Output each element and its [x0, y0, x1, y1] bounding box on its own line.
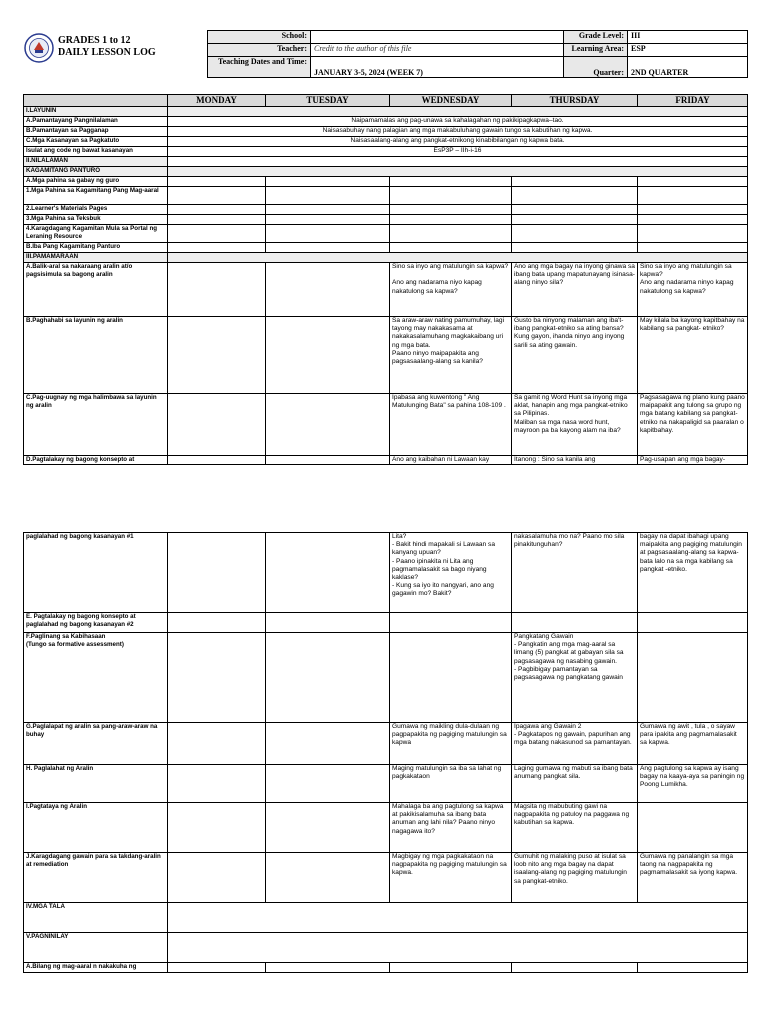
teacher-field[interactable]: Credit to the author of this file: [311, 44, 564, 57]
cell[interactable]: [168, 853, 266, 903]
cell[interactable]: [512, 963, 638, 973]
cell-nilalaman[interactable]: [168, 157, 748, 167]
row-bilang: A.Bilang ng mag-aaral n nakakuha ng: [24, 963, 168, 973]
cell[interactable]: [168, 243, 266, 253]
cell[interactable]: [390, 205, 512, 215]
cell[interactable]: [266, 613, 390, 633]
cell[interactable]: [390, 243, 512, 253]
day-header-thursday: THURSDAY: [512, 95, 638, 107]
row-pamamaraan: III.PAMAMARAAN: [24, 253, 168, 263]
cell-paglalapat-fri[interactable]: Gumawa ng awit , tula , o sayaw para ipakita ang pagmamalasakit sa kapwa.: [638, 723, 748, 765]
cell[interactable]: [168, 187, 266, 205]
cell[interactable]: [638, 215, 748, 225]
cell[interactable]: [266, 317, 390, 394]
row-pamantayan-pagganap: B.Pamantayan sa Pagganap: [24, 127, 168, 137]
row-paglinang: F.Paglinang sa Kabihasaan (Tungo sa formative assessment): [24, 633, 168, 723]
row-pagtataya: I.Pagtataya ng Aralin: [24, 803, 168, 853]
school-label: School:: [208, 31, 311, 44]
grade-level-field[interactable]: III: [628, 31, 748, 44]
cell[interactable]: [168, 215, 266, 225]
cell[interactable]: [266, 853, 390, 903]
cell-paglalahat-wed[interactable]: Maging matulungin sa iba sa lahat ng pagkakataon: [390, 765, 512, 803]
row-layunin: I.LAYUNIN: [24, 107, 168, 117]
row-teksbuk: 3.Mga Pahina sa Teksbuk: [24, 215, 168, 225]
row-balik-aral: A.Balik-aral sa nakaraang aralin at/o pagsisimula sa bagong aralin: [24, 263, 168, 317]
cell[interactable]: [266, 215, 390, 225]
cell[interactable]: [512, 243, 638, 253]
cell[interactable]: [390, 215, 512, 225]
school-field[interactable]: [311, 31, 564, 44]
cell-pagtalakay-thu[interactable]: Itanong : Sino sa kanila ang: [512, 456, 638, 465]
cell[interactable]: [390, 225, 512, 243]
cell-paglinang-thu[interactable]: Pangkatang Gawain - Pangkatin ang mga mag-aaral sa limang (5) pangkat at gabayan sila sa pagsasagawa ng nasabing gawain. - Pagbibigay pamantayan sa pagsasagawa ng pangkatang gawain: [512, 633, 638, 723]
cell-balik-thu[interactable]: Ano ang mga bagay na inyong ginawa sa ibang bata upang mapatunayang isinasa-alang ninyo sila?: [512, 263, 638, 317]
lesson-table-page1: [23, 94, 748, 465]
cell[interactable]: [266, 205, 390, 215]
cell-uugnay-wed[interactable]: Ipabasa ang kuwentong " Ang Matulunging Bata" sa pahina 108-109 .: [390, 394, 512, 456]
cell[interactable]: [390, 187, 512, 205]
cell-pamamaraan: [168, 253, 748, 263]
cell-pagninilay[interactable]: [168, 933, 748, 963]
cell-uugnay-thu[interactable]: Sa gamit ng Word Hunt sa inyong mga aklat, hanapin ang mga pangkat-etniko sa Pilipinas. Maliban sa mga nasa word hunt, mayroon pa ba kayong alam na iba?: [512, 394, 638, 456]
cell-pangnilalaman-text[interactable]: Naipamamalas ang pag-unawa sa kahalagahan ng pakikipagkapwa–tao.: [168, 117, 748, 127]
cell[interactable]: [266, 765, 390, 803]
cell[interactable]: [390, 963, 512, 973]
cell[interactable]: [512, 215, 638, 225]
cell[interactable]: [266, 963, 390, 973]
cell-kagamitan: [168, 167, 748, 177]
cell-paglalahat-thu[interactable]: Laging gumawa ng mabuti sa ibang bata anumang pangkat sila.: [512, 765, 638, 803]
cell[interactable]: [638, 613, 748, 633]
cell-paglalahad-wed[interactable]: Lita? - Bakit hindi mapakali si Lawaan sa kanyang upuan? - Paano ipinakita ni Lita ang pagmamalasakit sa bago niyang kaklase? - Kung sa iyo ito nangyari, ano ang gagawin mo? Bakit?: [390, 533, 512, 613]
row-kagamitang-pang-mag-aaral: 1.Mga Pahina sa Kagamitang Pang Mag-aaral: [24, 187, 168, 205]
grade-level-label: Grade Level:: [564, 31, 628, 44]
cell-paglalahat-fri[interactable]: Ang pagtulong sa kapwa ay isang bagay na kaaya-aya sa paningin ng Poong Lumikha.: [638, 765, 748, 803]
learning-area-field[interactable]: ESP: [628, 44, 748, 57]
cell[interactable]: [512, 187, 638, 205]
day-header-tuesday: TUESDAY: [266, 95, 390, 107]
cell[interactable]: [168, 803, 266, 853]
header-table: [207, 30, 748, 78]
cell[interactable]: [390, 633, 512, 723]
cell[interactable]: [266, 263, 390, 317]
cell-paghahabi-fri[interactable]: May kilala ba kayong kapitbahay na kabilang sa pangkat- etniko?: [638, 317, 748, 394]
cell[interactable]: [638, 963, 748, 973]
cell[interactable]: [266, 723, 390, 765]
deped-seal-icon: [24, 33, 54, 63]
cell[interactable]: [168, 963, 266, 973]
cell[interactable]: [638, 225, 748, 243]
cell-paghahabi-wed[interactable]: Sa araw-araw nating pamumuhay, lagi tayong may nakakasama at nakakasalamuhang magkakaibang uri ng mga bata. Paano ninyo maipapakita ang pagsasaalang-alang sa kanila?: [390, 317, 512, 394]
cell[interactable]: [266, 225, 390, 243]
teacher-label: Teacher:: [208, 44, 311, 57]
row-paglalapat: G.Paglalapat ng aralin sa pang-araw-araw na buhay: [24, 723, 168, 765]
dates-field[interactable]: JANUARY 3-5, 2024 (WEEK 7): [311, 57, 564, 78]
cell-uugnay-fri[interactable]: Pagsasagawa ng plano kung paano maipapakit ang tulong sa grupo ng mga batang kabilang sa pangkat-etniko na nakapaligid sa paaralan o kapitbahay.: [638, 394, 748, 456]
form-title-line1: GRADES 1 to 12: [58, 35, 131, 46]
cell[interactable]: [512, 225, 638, 243]
cell[interactable]: [168, 765, 266, 803]
cell-paglalahad-fri[interactable]: bagay na dapat ibahagi upang maipakita ang pagiging matulungin at pagsasaalang-alang sa kapwa-bata lalo na sa mga kabilang sa pangkat -etniko.: [638, 533, 748, 613]
cell[interactable]: [168, 633, 266, 723]
cell-takdang-fri[interactable]: Gumawa ng panalangin sa mga taong na nagpapakita ng pagmamalasakit sa iyong kapwa.: [638, 853, 748, 903]
cell[interactable]: [390, 177, 512, 187]
cell[interactable]: [168, 205, 266, 215]
cell[interactable]: [638, 187, 748, 205]
quarter-field[interactable]: 2ND QUARTER: [628, 57, 748, 78]
day-header-friday: FRIDAY: [638, 95, 748, 107]
row-pamantayang-pangnilalaman: A.Pamantayang Pangnilalaman: [24, 117, 168, 127]
cell[interactable]: [512, 613, 638, 633]
cell[interactable]: [168, 533, 266, 613]
cell[interactable]: [638, 633, 748, 723]
row-pagtalakay: D.Pagtalakay ng bagong konsepto at: [24, 456, 168, 465]
cell-pagtalakay-fri[interactable]: Pag-usapan ang mga bagay-: [638, 456, 748, 465]
row-code: Isulat ang code ng bawat kasanayan: [24, 147, 168, 157]
cell[interactable]: [168, 394, 266, 456]
row-takdang-aralin: J.Karagdagang gawain para sa takdang-aralin at remediation: [24, 853, 168, 903]
row-kasanayan: C.Mga Kasanayan sa Pagkatuto: [24, 137, 168, 147]
cell[interactable]: [266, 803, 390, 853]
row-paglalahat: H. Paglalahat ng Aralin: [24, 765, 168, 803]
day-header-wednesday: WEDNESDAY: [390, 95, 512, 107]
cell[interactable]: [638, 177, 748, 187]
cell[interactable]: [512, 205, 638, 215]
cell[interactable]: [638, 803, 748, 853]
cell[interactable]: [266, 177, 390, 187]
cell[interactable]: [168, 613, 266, 633]
cell[interactable]: [266, 456, 390, 465]
corner-cell: [24, 95, 168, 107]
cell[interactable]: [638, 243, 748, 253]
cell[interactable]: [266, 533, 390, 613]
row-paghahabi: B.Paghahabi sa layunin ng aralin: [24, 317, 168, 394]
cell-balik-wed[interactable]: Sino sa inyo ang matulungin sa kapwa? Ano ang nadarama niyo kapag nakatulong sa kapwa?: [390, 263, 512, 317]
row-mga-tala: IV.MGA TALA: [24, 903, 168, 933]
cell-kasanayan-text[interactable]: Naisasaalang-alang ang pangkat-etnikong kinabibilangan ng kapwa bata.: [168, 137, 748, 147]
cell[interactable]: [168, 263, 266, 317]
cell[interactable]: [168, 225, 266, 243]
lesson-table-page2: [23, 532, 748, 973]
cell[interactable]: [168, 723, 266, 765]
day-header-monday: MONDAY: [168, 95, 266, 107]
row-pagtalakay-2: E. Pagtalakay ng bagong konsepto at paglalahad ng bagong kasanayan #2: [24, 613, 168, 633]
cell[interactable]: [266, 394, 390, 456]
form-title: [58, 35, 156, 59]
row-gabay-guro: A.Mga pahina sa gabay ng guro: [24, 177, 168, 187]
cell-balik-fri[interactable]: Sino sa inyo ang matulungin sa kapwa? Ano ang nadarama ninyo kapag nakatulong sa kapwa?: [638, 263, 748, 317]
cell-pagtalakay-wed[interactable]: Ano ang kaibahan ni Lawaan kay: [390, 456, 512, 465]
cell-pagtataya-wed[interactable]: Mahalaga ba ang pagtulong sa kapwa at pakikisalamuha sa ibang bata anuman ang lahi nila? Paano ninyo nagagawa ito?: [390, 803, 512, 853]
row-iba-pang: B.Iba Pang Kagamitang Panturo: [24, 243, 168, 253]
cell[interactable]: [390, 613, 512, 633]
cell-code-text[interactable]: EsP3P – IIh-i-16: [168, 147, 748, 157]
learning-area-label: Learning Area:: [564, 44, 628, 57]
row-portal-lr: 4.Karagdagang Kagamitan Mula sa Portal ng Leraning Resource: [24, 225, 168, 243]
cell-takdang-wed[interactable]: Magbigay ng mga pagkakataon na nagpapakita ng pagiging matulungin sa kapwa.: [390, 853, 512, 903]
cell-paglalapat-thu[interactable]: Ipagawa ang Gawain 2 - Pagkatapos ng gawain, papurihan ang mga batang nakasunod sa pamantayan.: [512, 723, 638, 765]
cell[interactable]: [512, 177, 638, 187]
row-paglalahad: paglalahad ng bagong kasanayan #1: [24, 533, 168, 613]
cell[interactable]: [266, 187, 390, 205]
cell[interactable]: [266, 633, 390, 723]
cell[interactable]: [168, 317, 266, 394]
row-kagamitan: KAGAMITANG PANTURO: [24, 167, 168, 177]
cell-pagganap-text[interactable]: Naisasabuhay nang palagian ang mga makabuluhang gawain tungo sa kabutihan ng kapwa.: [168, 127, 748, 137]
cell[interactable]: [168, 177, 266, 187]
row-pag-uugnay: C.Pag-uugnay ng mga halimbawa sa layunin ng aralin: [24, 394, 168, 456]
form-title-line2: DAILY LESSON LOG: [58, 47, 156, 58]
cell[interactable]: [266, 243, 390, 253]
cell-paghahabi-thu[interactable]: Gusto ba ninyong malaman ang iba't-ibang pangkat-etniko sa ating bansa? Kung gayon, ihanda ninyo ang inyong sarili sa ating gawain.: [512, 317, 638, 394]
cell-pagtataya-thu[interactable]: Magsita ng mabubuting gawi na nagpapakita ng patuloy na paggawa ng kabutihan sa kapwa.: [512, 803, 638, 853]
cell[interactable]: [168, 456, 266, 465]
cell-paglalahad-thu[interactable]: nakasalamuha mo na? Paano mo sila pinakitunguhan?: [512, 533, 638, 613]
row-nilalaman: II.NILALAMAN: [24, 157, 168, 167]
dates-label: Teaching Dates and Time:: [208, 57, 311, 78]
row-pagninilay: V.PAGNINILAY: [24, 933, 168, 963]
quarter-label: Quarter:: [564, 57, 628, 78]
cell-mga-tala[interactable]: [168, 903, 748, 933]
cell-takdang-thu[interactable]: Gumuhit ng malaking puso at isulat sa loob nito ang mga bagay na dapat isaalang-alang ng pagiging matulungin sa pangkat-etniko.: [512, 853, 638, 903]
row-layunin-span: [168, 107, 748, 117]
row-learners-materials: 2.Learner's Materials Pages: [24, 205, 168, 215]
cell-paglalapat-wed[interactable]: Gumawa ng maikling dula-dulaan ng pagpapakita ng pagiging matulungin sa kapwa: [390, 723, 512, 765]
cell[interactable]: [638, 205, 748, 215]
